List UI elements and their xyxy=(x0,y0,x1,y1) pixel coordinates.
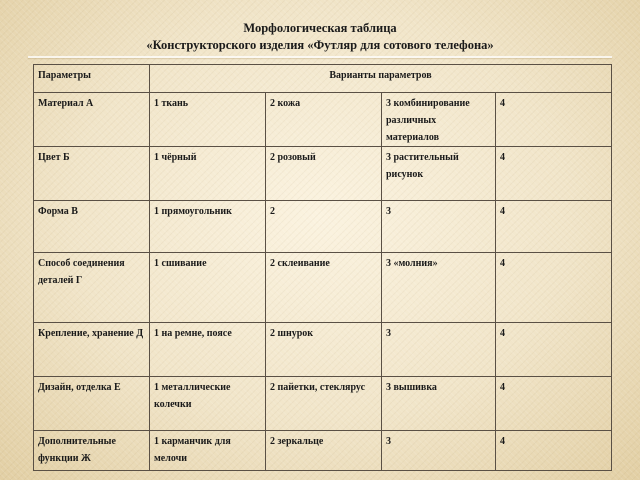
option-label: 4 xyxy=(500,328,505,339)
option-label: 1 металлические колечки xyxy=(154,382,231,410)
option-cell xyxy=(382,93,496,147)
param-cell xyxy=(34,323,150,377)
param-label: Дополнительные функции Ж xyxy=(38,436,116,464)
option-cell xyxy=(496,253,612,323)
option-label: 2 кожа xyxy=(270,98,301,109)
option-label: 2 склеивание xyxy=(270,258,330,269)
header-params-label: Параметры xyxy=(38,70,91,81)
option-cell xyxy=(266,323,382,377)
option-label: 4 xyxy=(500,206,505,217)
option-label: 4 xyxy=(500,98,505,109)
option-label: 3 вышивка xyxy=(386,382,437,393)
option-label: 3 комбинирование различных материалов xyxy=(386,98,470,143)
option-cell xyxy=(382,323,496,377)
morphological-table xyxy=(33,64,612,471)
option-cell xyxy=(266,253,382,323)
option-label: 1 ткань xyxy=(154,98,189,109)
param-label: Крепление, хранение Д xyxy=(38,328,144,339)
table-row xyxy=(34,147,612,201)
slide-title-line-2: «Конструкторского изделия «Футляр для сотового телефона» xyxy=(146,38,494,52)
option-label: 1 карманчик для мелочи xyxy=(154,436,231,464)
option-cell xyxy=(266,147,382,201)
table-row xyxy=(34,323,612,377)
option-cell xyxy=(150,147,266,201)
option-label: 2 xyxy=(270,206,275,217)
table-header-row xyxy=(34,65,612,93)
option-cell xyxy=(266,201,382,253)
option-cell xyxy=(266,377,382,431)
option-cell xyxy=(496,431,612,471)
option-label: 2 розовый xyxy=(270,152,316,163)
option-label: 2 шнурок xyxy=(270,328,314,339)
option-cell xyxy=(266,431,382,471)
option-label: 1 сшивание xyxy=(154,258,207,269)
param-label: Цвет Б xyxy=(38,152,70,163)
option-label: 3 xyxy=(386,206,391,217)
option-label: 2 зеркальце xyxy=(270,436,324,447)
option-cell xyxy=(382,377,496,431)
option-cell xyxy=(150,93,266,147)
option-cell xyxy=(496,201,612,253)
option-label: 3 xyxy=(386,328,391,339)
option-label: 2 пайетки, стеклярус xyxy=(270,382,366,393)
table-row xyxy=(34,201,612,253)
table-row xyxy=(34,93,612,147)
slide-title xyxy=(0,20,640,54)
param-cell xyxy=(34,147,150,201)
option-cell xyxy=(266,93,382,147)
option-cell xyxy=(382,147,496,201)
option-label: 4 xyxy=(500,152,505,163)
param-label: Материал А xyxy=(38,98,94,109)
table-row xyxy=(34,431,612,471)
option-label: 1 прямоугольник xyxy=(154,206,232,217)
option-cell xyxy=(150,323,266,377)
option-cell xyxy=(382,253,496,323)
header-variants-label: Варианты параметров xyxy=(329,70,432,81)
option-label: 4 xyxy=(500,436,505,447)
header-cell-variants xyxy=(150,65,612,93)
param-cell xyxy=(34,377,150,431)
param-cell xyxy=(34,431,150,471)
option-label: 3 «молния» xyxy=(386,258,438,269)
option-cell xyxy=(496,377,612,431)
option-cell xyxy=(496,323,612,377)
option-label: 4 xyxy=(500,258,505,269)
option-cell xyxy=(382,201,496,253)
option-label: 3 растительный рисунок xyxy=(386,152,459,180)
option-cell xyxy=(150,377,266,431)
option-label: 3 xyxy=(386,436,391,447)
param-cell xyxy=(34,93,150,147)
title-divider xyxy=(28,56,612,58)
param-label: Способ соединения деталей Г xyxy=(38,258,125,286)
table-row xyxy=(34,377,612,431)
param-cell xyxy=(34,253,150,323)
param-label: Дизайн, отделка Е xyxy=(38,382,121,393)
option-cell xyxy=(150,253,266,323)
slide-title-line-1: Морфологическая таблица xyxy=(243,21,397,35)
header-cell-params xyxy=(34,65,150,93)
option-label: 1 на ремне, поясе xyxy=(154,328,232,339)
option-cell xyxy=(496,93,612,147)
param-label: Форма В xyxy=(38,206,78,217)
option-cell xyxy=(150,431,266,471)
option-cell xyxy=(150,201,266,253)
table-row xyxy=(34,253,612,323)
option-cell xyxy=(382,431,496,471)
param-cell xyxy=(34,201,150,253)
option-label: 1 чёрный xyxy=(154,152,197,163)
option-cell xyxy=(496,147,612,201)
option-label: 4 xyxy=(500,382,505,393)
